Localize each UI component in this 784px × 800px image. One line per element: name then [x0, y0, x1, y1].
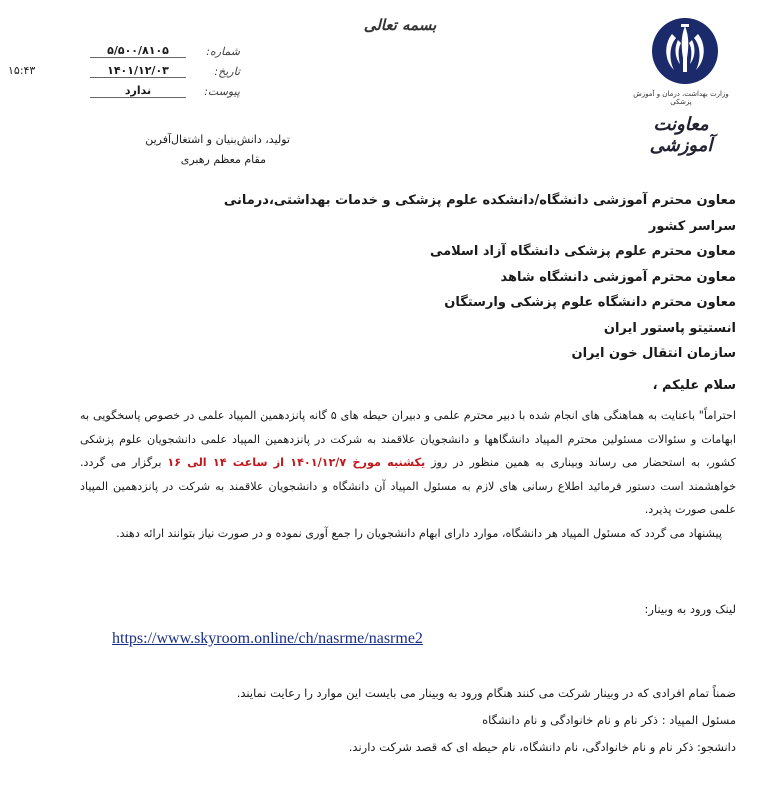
webinar-link[interactable]: https://www.skyroom.online/ch/nasrme/nasrme2: [112, 630, 423, 647]
letter-meta: [90, 38, 240, 98]
department-name: معاونت آموزشی: [649, 114, 713, 156]
recipients-list: [200, 188, 736, 367]
letter-attachment-value: ندارد: [90, 84, 186, 98]
letter-date-row: [90, 58, 240, 78]
letter-number-row: [90, 38, 240, 58]
recipient: سازمان انتقال خون ایران: [571, 346, 736, 361]
recipient: معاون محترم آموزشی دانشگاه/دانشکده علوم پزشکی و خدمات بهداشتی،درمانی سراسر کشور: [223, 193, 736, 234]
letter-body: [80, 404, 736, 545]
greeting: سلام علیکم ،: [652, 378, 736, 393]
notes: [80, 680, 736, 761]
body-paragraph-2: پیشنهاد می گردد که مسئول المپیاد هر دانشگاه، موارد دارای ابهام دانشجویان را جمع آوری نموده و در صورت نیاز بتوانند ارائه دهند.: [116, 526, 722, 540]
body-paragraph-1-start: احتراماً" باعنایت به هماهنگی های انجام شده با دبیر محترم علمی و دبیران حیطه های ۵ گانه پانزدهمین المپیاد علمی در خصوص پاسخگویی به ابهامات و سئوالات مسئولین محترم المپیاد دانشگاهها و دانشجویان علاقمند به شرکت در پانزدهمین المپیاد علمی دانشجویان علوم پزشکی کشور، به استحضار می رساند وبیناری به همین منظور در روز: [80, 409, 737, 469]
letter-attachment-label: پیوست:: [204, 85, 240, 98]
webinar-link-label: لینک ورود به وبینار:: [644, 602, 736, 616]
bismillah-heading: بسمه تعالی: [363, 16, 437, 34]
letter-date-label: تاریخ:: [214, 65, 240, 78]
recipient: معاون محترم دانشگاه علوم پزشکی وارستگان: [444, 295, 736, 310]
letter-number-value: ۵/۵۰۰/۸۱۰۵: [90, 44, 186, 58]
letter-date-value: ۱۴۰۱/۱۲/۰۳: [90, 64, 186, 78]
slogan: [110, 130, 290, 170]
letter-number-label: شماره:: [206, 45, 240, 58]
iran-emblem-icon: [650, 16, 720, 86]
recipient: معاون محترم علوم پزشکی دانشگاه آزاد اسلامی: [429, 244, 736, 259]
body-paragraph-1: [80, 404, 736, 522]
ministry-name: وزارت بهداشت، درمان و آموزش پزشکی: [633, 90, 729, 106]
note-item: ضمناً تمام افرادی که در وبینار شرکت می کنند هنگام ورود به وبینار می بایست این موارد را رعایت نمایند.: [236, 686, 736, 700]
letter-attachment-row: [90, 78, 240, 98]
note-item: مسئول المپیاد : ذکر نام و نام خانوادگی و نام دانشگاه: [482, 713, 736, 727]
body-paragraph-1-end: برگزار می گردد. خواهشمند است دستور فرمائید اطلاع رسانی های لازم به مسئول المپیاد آن دانشگاه و دانشجویان علاقمند به شرکت در پانزدهمین المپیاد علمی صورت پذیرد.: [80, 456, 736, 516]
recipient: معاون محترم آموزشی دانشگاه شاهد: [500, 269, 736, 285]
note-item: دانشجو: ذکر نام و نام خانوادگی، نام دانشگاه، نام حیطه ای که قصد شرکت دارند.: [348, 740, 736, 754]
webinar-date-highlight: یکشنبه مورخ ۱۴۰۱/۱۲/۷ از ساعت ۱۴ الی ۱۶: [167, 456, 426, 469]
timestamp: ۱۵:۴۳: [8, 64, 36, 77]
slogan-line-1: تولید، دانش‌بنیان و اشتغال‌آفرین: [145, 133, 290, 146]
slogan-line-2: مقام معظم رهبری: [180, 153, 266, 166]
recipient: انستیتو پاستور ایران: [603, 320, 736, 336]
